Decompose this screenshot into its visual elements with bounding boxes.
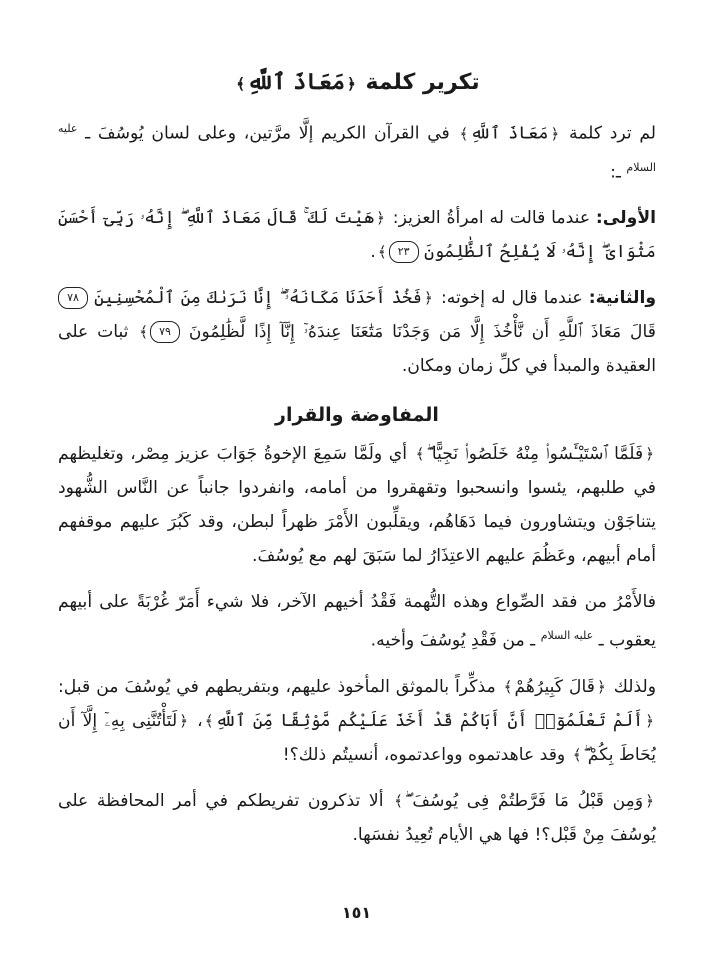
close-bracket: ﴾ xyxy=(139,323,149,342)
intro-text-2: في القرآن الكريم إلَّا مرَّتين، وعلى لسان يُوسُفَ ـ xyxy=(85,123,450,144)
second-quran-verse-2: قَالَ مَعَاذَ ٱللَّهِ أَن نَّأْخُذَ إِلَّا مَن وَجَدْنَا مَتَٰعَنَا عِندَهُۥٓ إِنَّآ إِذًا لَّظَٰلِمُونَ xyxy=(188,322,656,343)
peace-be-upon-him-glyph: عليه السلام xyxy=(540,629,594,643)
eldest-text-4: وقد عاهدتموه وواعدتموه، أنسيتُم ذلك؟! xyxy=(282,745,566,766)
open-bracket: ﴿ xyxy=(179,712,188,731)
close-bracket: ﴾ xyxy=(377,243,387,262)
ayah-number-marker: ٢٣ xyxy=(389,241,419,263)
intro-quran-phrase: مَعَاذَ ٱللَّهِ xyxy=(470,123,549,144)
eldest-text-3: ، xyxy=(197,711,203,732)
open-bracket: ﴿ xyxy=(347,75,356,93)
negotiation-quran-verse: فَلَمَّا ٱسْتَيْـَٔسُوا۟ مِنْهُ خَلَصُوا۟ نَجِيًّا ۖ xyxy=(426,444,644,465)
negotiation-text: أي ولَمَّا سَمِعَ الإخوةُ جَوَابَ عزيز مِصْر، وتغليظهم في طلبهم، يئسوا وانسحبوا وتقهقروا من أمامه، وانفردوا جانباً عن النَّاس الشُّهود يتناجَوْن ويتشاورون فيما دَهَاهُم، ويقلِّبون الأَمْرَ ظهراً لبطن، وقد كَبُرَ عليهم موقفهم أمام أبيهم، وعَظُمَ عليهم الاعتِذَارُ لما سَبَقَ لهم مع يُوسُفَ. xyxy=(58,444,656,567)
close-bracket: ﴾ xyxy=(415,445,425,464)
open-bracket: ﴿ xyxy=(645,445,655,464)
loss-text-2: ـ من فَقْدِ يُوسُفَ وأخيه. xyxy=(370,631,536,652)
paragraph-first xyxy=(58,201,656,269)
paragraph-second xyxy=(58,281,656,383)
peace-be-upon-him-glyph: عليه السلام xyxy=(58,122,656,174)
open-bracket: ﴿ xyxy=(596,678,606,697)
close-bracket: ﴾ xyxy=(394,792,403,811)
close-bracket: ﴾ xyxy=(572,746,582,765)
close-bracket: ﴾ xyxy=(459,124,469,143)
close-bracket: ﴾ xyxy=(204,712,214,731)
intro-text-1: لم ترد كلمة xyxy=(568,123,656,144)
ayah-number-marker: ٧٩ xyxy=(150,321,180,343)
open-bracket: ﴿ xyxy=(376,209,385,228)
first-text-2: . xyxy=(370,242,376,263)
close-bracket: ﴾ xyxy=(503,678,513,697)
loss-text-1: فالأَمْرُ من فقد الصِّواع وهذه التُّهمة فَقْدُ أخيهم الآخر، فلا شيء أَمَرّ غُرْبَةً على أبيهم يعقوب ـ xyxy=(58,592,656,652)
first-text-1: عندما قالت له امرأةُ العزيز: xyxy=(392,208,591,229)
paragraph-intro xyxy=(58,112,656,189)
paragraph-eldest xyxy=(58,670,656,772)
title-quran-phrase: مَعَاذَ ٱللَّهِ xyxy=(247,69,345,95)
eldest-text-2: مذكِّراً بالموثق المأخوذ عليهم، وبتفريطهم في يُوسُفَ من قبل: xyxy=(58,677,496,698)
page-content xyxy=(58,62,656,864)
open-bracket: ﴿ xyxy=(645,712,654,731)
past-quran-verse: وَمِن قَبْلُ مَا فَرَّطتُمْ فِى يُوسُفَ ۖ xyxy=(404,791,644,812)
page-title xyxy=(58,62,656,104)
eldest-quran-phrase: قَالَ كَبِيرُهُمْ xyxy=(514,677,595,698)
ayah-number-marker: ٧٨ xyxy=(58,287,88,309)
first-lead: الأولى: xyxy=(595,208,657,229)
eldest-quran-verse-2: لَتَأْتُنَّنِى بِهِۦٓ إِلَّآ أَن يُحَاطَ بِكُمْ ۖ xyxy=(58,711,656,766)
title-prefix: تكرير كلمة xyxy=(365,70,480,95)
second-lead: والثانية: xyxy=(588,288,657,309)
past-text: ألا تذكرون تفريطكم في أمر المحافظة على يُوسُفَ مِنْ قَبْل؟! فها هي الأيام تُعِيدُ نفسَها. xyxy=(58,791,656,846)
page-number: ١٥١ xyxy=(341,903,372,922)
second-quran-verse-1: فَخُذْ أَحَدَنَا مَكَانَهُۥٓ ۖ إِنَّا نَرَىٰكَ مِنَ ٱلْمُحْسِنِينَ xyxy=(94,288,423,309)
second-text-2: ثبات على العقيدة والمبدأ في كلِّ زمان ومكان. xyxy=(58,322,656,377)
paragraph-negotiation xyxy=(58,437,656,573)
open-bracket: ﴿ xyxy=(645,792,654,811)
eldest-quran-verse-1: أَلَمْ تَعْلَمُوٓا۟ أَنَّ أَبَاكُمْ قَدْ أَخَذَ عَلَيْكُم مَّوْثِقًا مِّنَ ٱللَّهِ xyxy=(215,711,644,732)
close-bracket: ﴾ xyxy=(236,75,246,93)
open-bracket: ﴿ xyxy=(550,124,560,143)
eldest-text-1: ولذلك xyxy=(613,677,656,698)
second-text-1: عندما قال له إخوته: xyxy=(440,288,583,309)
open-bracket: ﴿ xyxy=(424,289,433,308)
first-quran-verse: هَيْتَ لَكَ ۚ قَالَ مَعَاذَ ٱللَّهِ ۖ إِنَّهُۥ رَبِّىٓ أَحْسَنَ مَثْوَاىَ ۖ إِنَّهُۥ لَا يُفْلِحُ ٱلظَّٰلِمُونَ xyxy=(58,208,656,263)
paragraph-past xyxy=(58,784,656,852)
paragraph-loss xyxy=(58,585,656,658)
section-heading: المفاوضة والقرار xyxy=(275,404,439,427)
intro-text-3: ـ: xyxy=(610,162,621,183)
